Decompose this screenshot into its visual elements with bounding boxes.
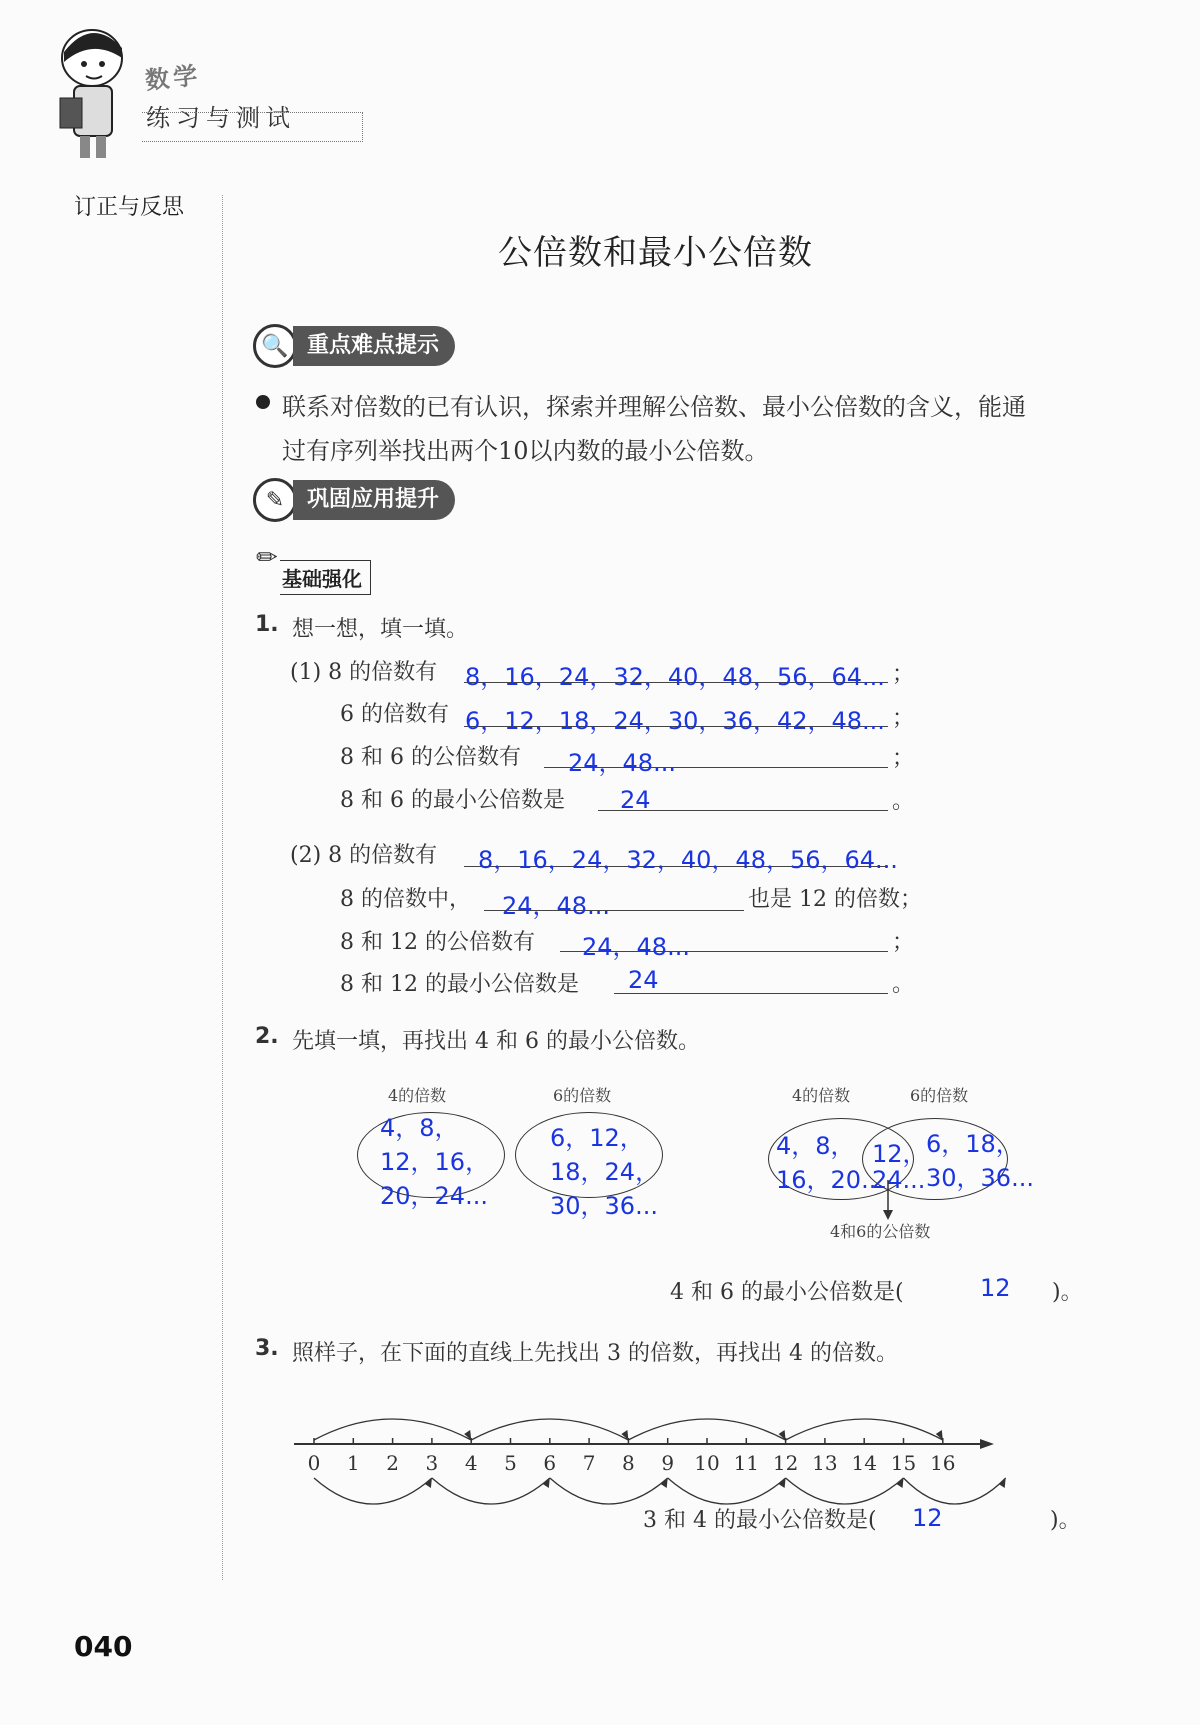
q2-venn-mid-line-2[interactable]: 24... — [872, 1166, 926, 1194]
q1-p2-lcm-label: 8 和 12 的最小公倍数是 — [340, 972, 579, 997]
tick-label: 16 — [930, 1451, 956, 1475]
tick-label: 3 — [425, 1451, 439, 1475]
q3-prompt: 照样子，在下面的直线上先找出 3 的倍数，再找出 4 的倍数。 — [292, 1341, 898, 1366]
q2-set4-line-1[interactable]: 4，8， — [380, 1114, 459, 1142]
key-points-badge — [253, 323, 455, 369]
q1-p2-multiples8-answer[interactable]: 8，16，24，32，40，48，56，64... — [478, 846, 898, 874]
q1-p1-multiples6-answer[interactable]: 6，12，18，24，30，36，42，48... — [465, 707, 885, 735]
q3-result-prefix: 3 和 4 的最小公倍数是( — [643, 1508, 877, 1533]
q3-number: 3. — [255, 1336, 279, 1361]
magnifier-icon: 🔍 — [253, 324, 297, 368]
q1-p1-common-answer[interactable]: 24，48... — [568, 749, 676, 777]
q1-semicolon-2: ； — [892, 706, 915, 731]
q1-p2-among-label: 8 的倍数中， — [340, 887, 471, 912]
q2-result-prefix: 4 和 6 的最小公倍数是( — [670, 1280, 904, 1305]
q2-set6-line-1[interactable]: 6，12， — [550, 1124, 644, 1152]
q1-p1-common-label: 8 和 6 的公倍数有 — [340, 745, 521, 770]
hop-4-arc — [314, 1419, 471, 1440]
q1-p1-multiples8-answer[interactable]: 8，16，24，32，40，48，56，64... — [465, 663, 885, 691]
q1-p2-lcm-answer[interactable]: 24 — [628, 966, 659, 994]
q1-p2-common-answer[interactable]: 24，48... — [582, 933, 690, 961]
q1-p2-multiples8-label: (2) 8 的倍数有 — [290, 843, 438, 868]
basic-label: 基础强化 — [280, 560, 371, 595]
key-points-label: 重点难点提示 — [293, 326, 455, 366]
q2-prompt: 先填一填，再找出 4 和 6 的最小公倍数。 — [292, 1029, 700, 1054]
q2-venn-label-4: 4的倍数 — [792, 1086, 851, 1105]
tick-label: 4 — [464, 1451, 478, 1475]
q1-p1-lcm-answer[interactable]: 24 — [620, 786, 651, 814]
hop-3-arc — [432, 1478, 550, 1504]
q2-venn-left-line-1[interactable]: 4，8， — [776, 1132, 855, 1160]
tick-label: 8 — [622, 1451, 635, 1475]
q2-result-answer[interactable]: 12 — [980, 1274, 1011, 1302]
q1-prompt: 想一想，填一填。 — [292, 617, 469, 642]
hop-3-arc — [314, 1478, 432, 1504]
tick-label: 5 — [504, 1451, 517, 1475]
q2-result-suffix: )。 — [1052, 1280, 1083, 1305]
q2-set4-line-3[interactable]: 20，24... — [380, 1182, 488, 1210]
q3-number-line — [290, 1400, 1030, 1510]
key-points-line-1: 联系对倍数的已有认识，探索并理解公倍数、最小公倍数的含义，能通 — [282, 393, 1026, 421]
q2-set4-line-2[interactable]: 12，16， — [380, 1148, 490, 1176]
tick-label: 14 — [851, 1451, 877, 1475]
q1-semicolon-3: ； — [892, 746, 915, 771]
q1-number: 1. — [255, 612, 279, 637]
tick-label: 6 — [543, 1451, 557, 1475]
q1-p2-among-answer[interactable]: 24，48... — [502, 892, 610, 920]
q2-venn-caption: 4和6的公倍数 — [830, 1222, 931, 1241]
q2-venn-mid-line-1[interactable]: 12， — [872, 1140, 927, 1168]
pencil-icon: ✏ — [256, 543, 278, 573]
tick-label: 0 — [307, 1451, 321, 1475]
page-title: 公倍数和最小公倍数 — [498, 233, 813, 273]
hop-3-arc — [668, 1478, 786, 1504]
q2-label-4: 4的倍数 — [388, 1086, 447, 1105]
key-points-line-2: 过有序列举找出两个10以内数的最小公倍数。 — [282, 437, 769, 465]
tick-label: 7 — [582, 1451, 596, 1475]
tick-label: 12 — [772, 1451, 799, 1475]
q2-number: 2. — [255, 1024, 279, 1049]
q2-venn-left-line-2[interactable]: 16，20... — [776, 1166, 884, 1194]
q2-venn-right-line-1[interactable]: 6，18， — [926, 1130, 1020, 1158]
hop-4-arc — [786, 1419, 943, 1440]
page-number: 040 — [74, 1630, 133, 1663]
q1-semicolon-1: ； — [892, 662, 915, 687]
tick-label: 11 — [733, 1451, 760, 1475]
q1-p2-among-suffix: 也是 12 的倍数； — [748, 887, 922, 912]
tick-label: 1 — [346, 1451, 360, 1475]
hop-3-arc — [550, 1478, 668, 1504]
apply-label: 巩固应用提升 — [293, 480, 455, 520]
q1-p2-common-label: 8 和 12 的公倍数有 — [340, 930, 535, 955]
tick-label: 10 — [694, 1451, 720, 1475]
q2-venn-arrow — [882, 1180, 894, 1224]
q2-venn-label-6: 6的倍数 — [910, 1086, 969, 1105]
tick-label: 2 — [386, 1451, 399, 1475]
tick-label: 15 — [890, 1451, 917, 1475]
margin-divider — [222, 195, 223, 1580]
q1-period-2: 。 — [892, 972, 915, 997]
tick-label: 13 — [812, 1451, 838, 1475]
sidebar-label: 订正与反思 — [74, 195, 185, 220]
q1-p1-lcm-label: 8 和 6 的最小公倍数是 — [340, 788, 565, 813]
mascot-icon — [50, 18, 130, 168]
pencil-book-icon: ✎ — [253, 478, 297, 522]
q3-result-suffix: )。 — [1050, 1508, 1081, 1533]
header-dotted-box — [142, 112, 363, 142]
q1-semicolon-4: ； — [892, 930, 915, 955]
subject-label: 数学 — [143, 61, 203, 95]
q3-result-answer[interactable]: 12 — [912, 1504, 943, 1532]
q2-set6-line-3[interactable]: 30，36... — [550, 1192, 658, 1220]
apply-badge — [253, 477, 455, 523]
hop-3-arc — [904, 1478, 1006, 1504]
book-title: 练习与测试 — [146, 104, 296, 132]
q1-period-1: 。 — [892, 789, 915, 814]
hop-3-arc — [786, 1478, 904, 1504]
q1-p1-multiples8-label: (1) 8 的倍数有 — [290, 660, 438, 685]
q2-set6-line-2[interactable]: 18，24， — [550, 1158, 660, 1186]
hop-4-arc — [628, 1419, 785, 1440]
tick-label: 9 — [661, 1451, 675, 1475]
q2-label-6: 6的倍数 — [553, 1086, 612, 1105]
q2-venn-right-line-2[interactable]: 30，36... — [926, 1164, 1034, 1192]
bullet-dot — [256, 395, 270, 409]
hop-4-arc — [471, 1419, 628, 1440]
q1-p1-multiples6-label: 6 的倍数有 — [340, 702, 449, 727]
